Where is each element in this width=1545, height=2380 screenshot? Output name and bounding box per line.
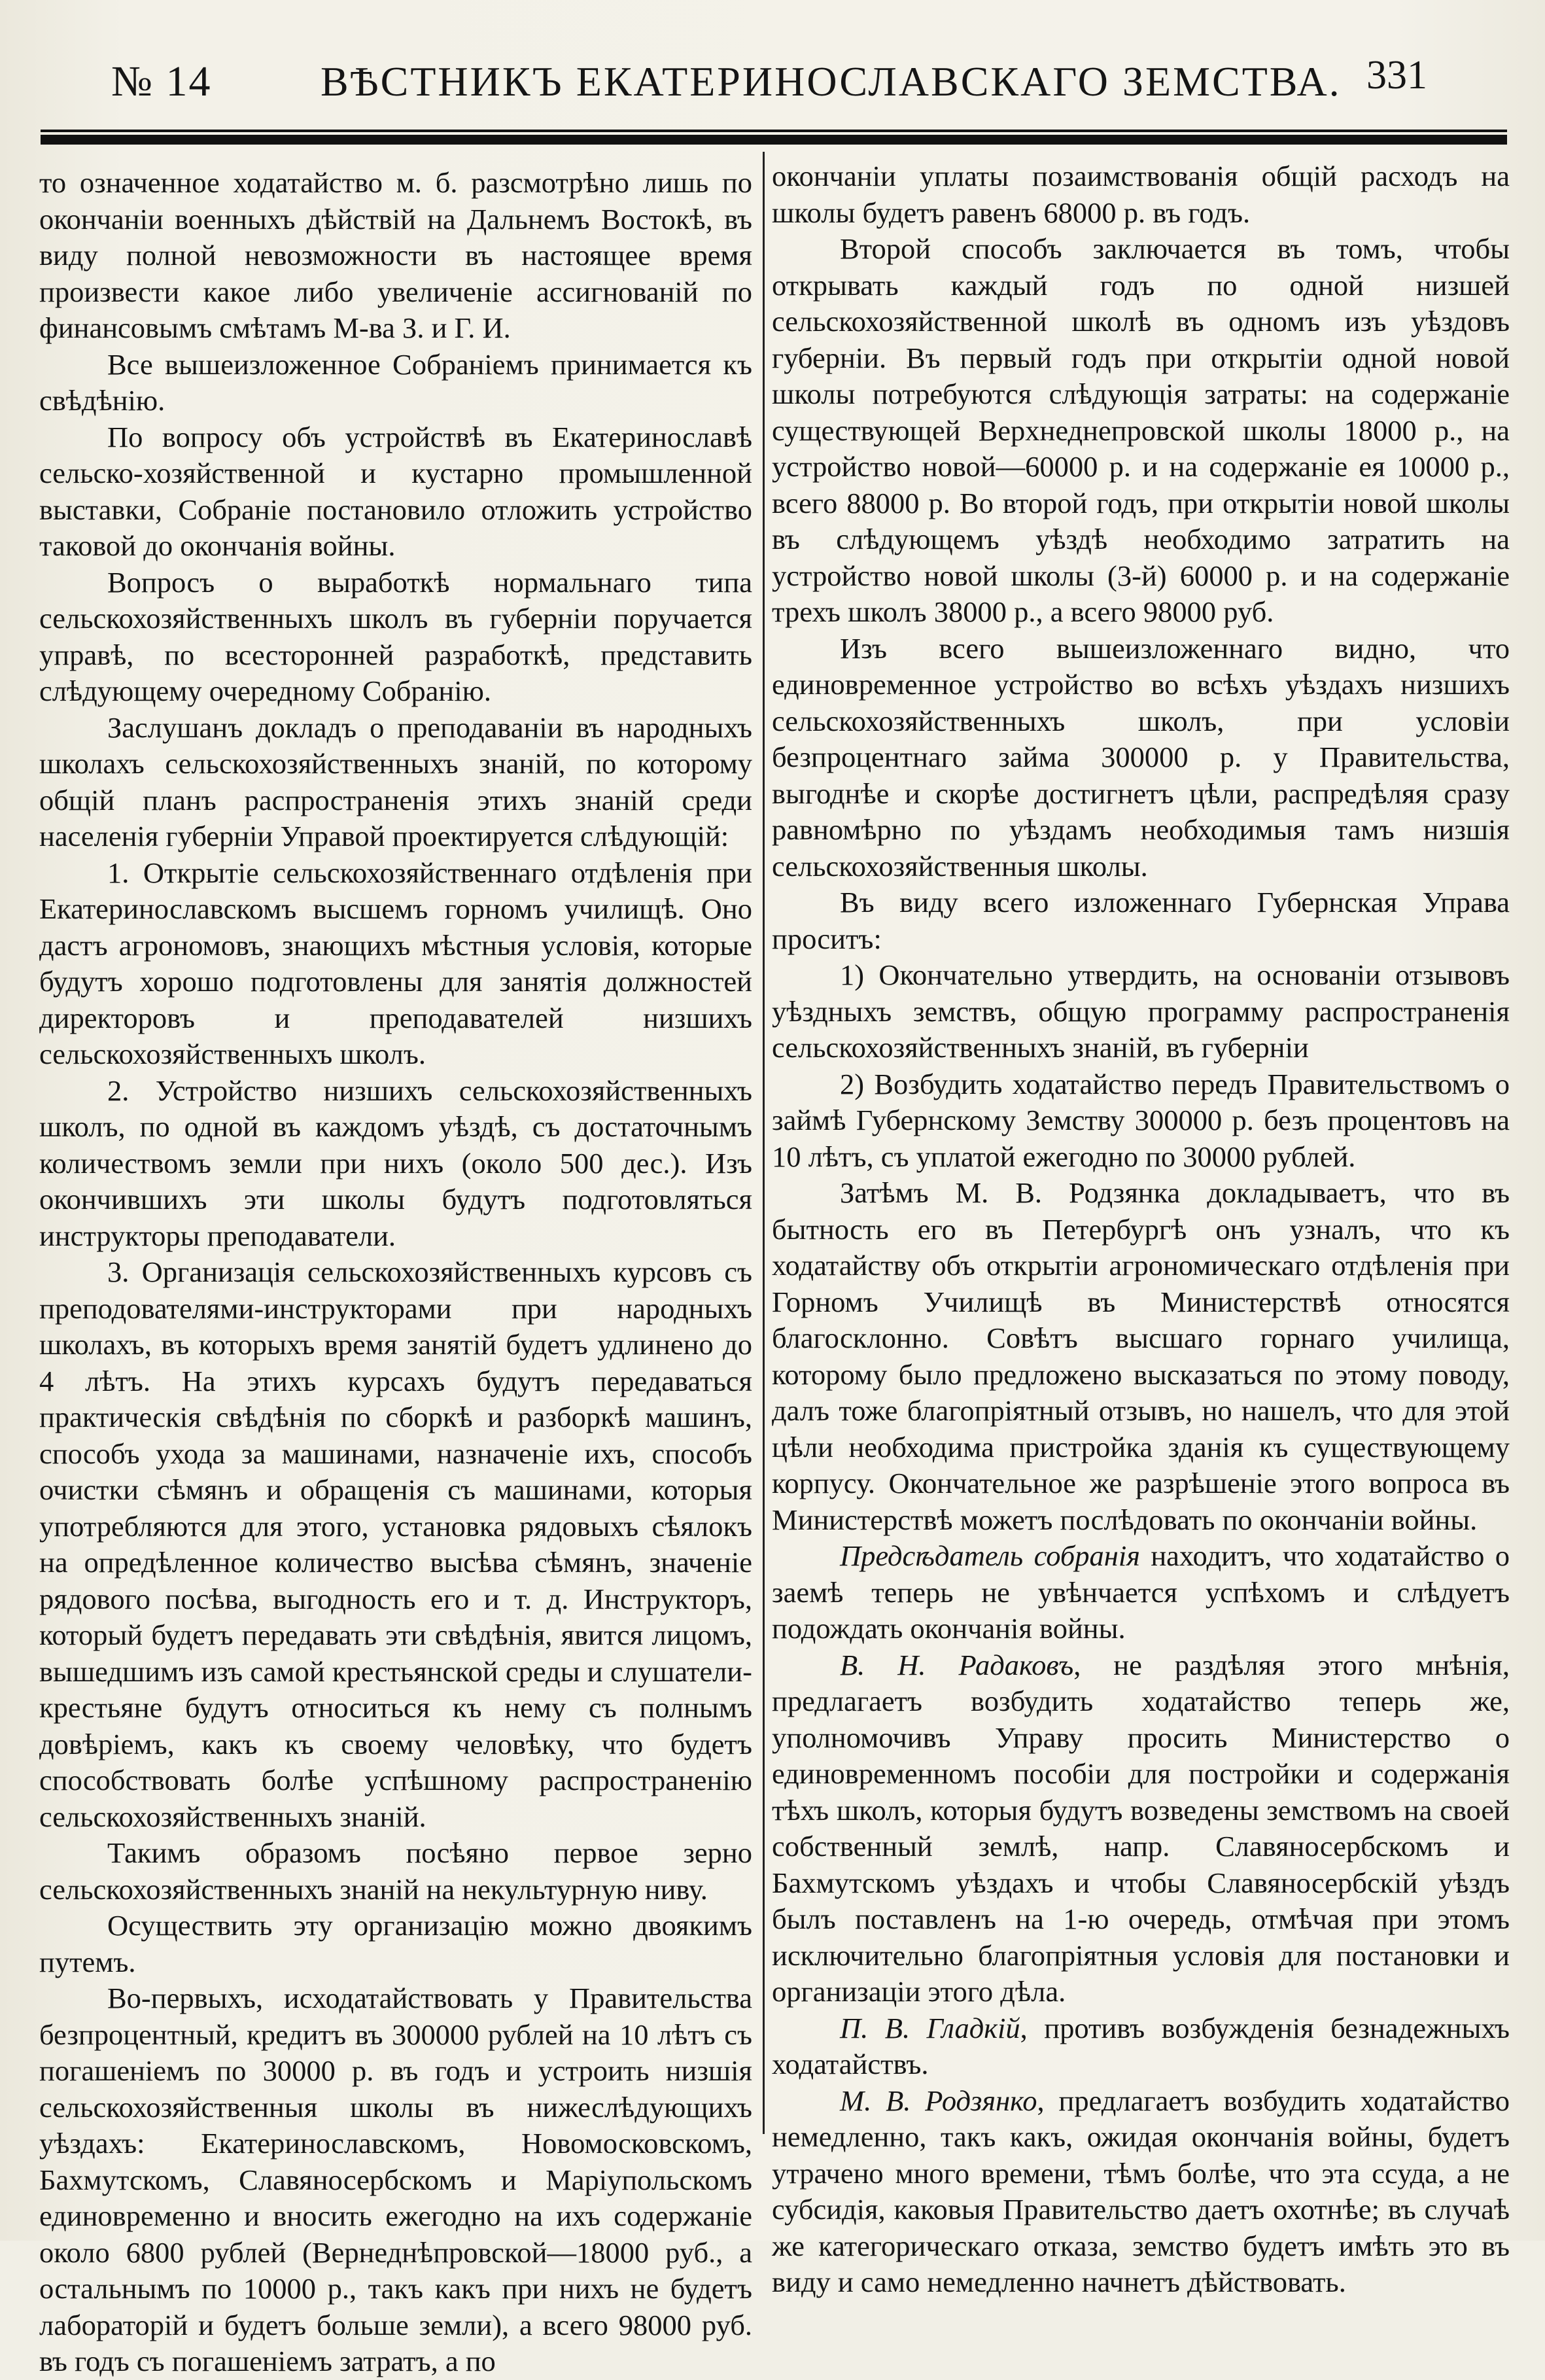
- left-paragraph-3: По вопросу объ устройствѣ въ Екатеринославѣ сельско-хозяйственной и кустарно промышленной выставки, Собраніе постановило отложить устройство таковой до окончанія войны.: [39, 420, 752, 562]
- speaker-name: Предсѣдатель собранія: [840, 1539, 1140, 1572]
- speaker-text: находитъ, что ходатайство о заемѣ теперь не увѣнчается успѣхомъ и слѣдуетъ подождать окончанія войны.: [772, 1539, 1510, 1645]
- right-paragraph-8: [772, 1538, 1510, 1647]
- header-thick-rule: [41, 135, 1507, 145]
- left-paragraph-11: Во-первыхъ, исходатайствовать у Правительства безпроцентный, кредитъ въ 300000 рублей на 10 лѣтъ съ погашеніемъ по 30000 р. въ годъ и устроить низшія сельскохозяйственныя школы въ нижеслѣдующихъ уѣздахъ: Екатеринославскомъ, Новомосковскомъ, Бахмутскомъ, Славяносербскомъ и Маріупольскомъ единовременно и вносить ежегодно на ихъ содержаніе около 6800 рублей (Вернеднѣпровской—18000 руб., а остальнымъ по 10000 р., такъ какъ при нихъ не будетъ лабораторій и будетъ больше земли), а всего 98000 руб. въ годъ съ погашеніемъ затратъ, а по: [39, 1982, 752, 2377]
- speaker-text: , противъ возбужденія безнадежныхъ ходатайствъ.: [772, 2011, 1510, 2080]
- left-column: [39, 165, 752, 2377]
- right-paragraph-7: Затѣмъ М. В. Родзянка докладываетъ, что въ бытность его въ Петербургѣ онъ узналъ, что къ ходатайству объ открытіи агрономическаго отдѣленія при Горномъ Училищѣ въ Министерствѣ относятся благосклонно. Совѣтъ высшаго горнаго училища, которому было предложено высказаться по этому поводу, далъ тоже благопріятный отзывъ, но нашелъ, что для этой цѣли необходима пристройка зданія къ существующему корпусу. Окончательное же разрѣшеніе этого вопроса въ Министерствѣ можетъ послѣдовать по окончаніи войны.: [772, 1176, 1510, 1536]
- right-paragraph-6: 2) Возбудить ходатайство передъ Правительствомъ о займѣ Губернскому Земству 300000 р. безъ процентовъ на 10 лѣтъ, съ уплатой ежегодно по 30000 рублей.: [772, 1067, 1510, 1173]
- column-divider: [763, 152, 765, 2134]
- page-number: 331: [1366, 53, 1427, 97]
- speaker-name: В. Н. Радаковъ: [840, 1648, 1074, 1681]
- journal-title: ВѢСТНИКЪ ЕКАТЕРИНОСЛАВСКАГО ЗЕМСТВА.: [321, 58, 1342, 105]
- right-paragraph-5: 1) Окончательно утвердить, на основаніи отзывовъ уѣздныхъ земствъ, общую программу распространенія сельскохозяйственныхъ знаній, въ губерніи: [772, 958, 1510, 1064]
- left-paragraph-7: 2. Устройство низшихъ сельскохозяйственныхъ школъ, по одной въ каждомъ уѣздѣ, съ достаточнымъ количествомъ земли при нихъ (около 500 дес.). Изъ окончившихъ эти школы будутъ подготовляться инструкторы преподаватели.: [39, 1074, 752, 1252]
- left-paragraph-9: Такимъ образомъ посѣяно первое зерно сельскохозяйственныхъ знаній на некультурную ниву.: [39, 1836, 752, 1906]
- right-paragraph-1: окончаніи уплаты позаимствованія общій расходъ на школы будетъ равенъ 68000 р. въ годъ.: [772, 160, 1510, 229]
- left-paragraph-4: Вопросъ о выработкѣ нормальнаго типа сельскохозяйственныхъ школъ въ губерніи поручается управѣ, по всесторонней разработкѣ, представить слѣдующему очередному Собранію.: [39, 565, 752, 707]
- issue-number: № 14: [111, 58, 212, 105]
- left-paragraph-5: Заслушанъ докладъ о преподаваніи въ народныхъ школахъ сельскохозяйственныхъ знаній, по которому общій планъ распространенія этихъ знаній среди населенія губерніи Управой проектируется слѣдующій:: [39, 710, 752, 852]
- speaker-name: М. В. Родзянко: [840, 2084, 1037, 2117]
- right-paragraph-9: [772, 1647, 1510, 2010]
- left-paragraph-1: то означенное ходатайство м. б. разсмотрѣно лишь по окончаніи военныхъ дѣйствій на Дальнемъ Востокѣ, въ виду полной невозможности въ настоящее время произвести какое либо увеличеніе ассигнованій по финансовымъ смѣтамъ М-ва З. и Г. И.: [39, 166, 752, 344]
- right-paragraph-2: Второй способъ заключается въ томъ, чтобы открывать каждый годъ по одной низшей сельскохозяйственной школѣ въ одномъ изъ уѣздовъ губерніи. Въ первый годъ при открытіи одной новой школы потребуются слѣдующія затраты: на содержаніе существующей Верхнеднепровской школы 18000 р., на устройство новой—60000 р. и на содержаніе ея 10000 р., всего 88000 р. Во второй годъ, при открытіи новой школы въ слѣдующемъ уѣздѣ необходимо затратить на устройство новой школы (3-й) 60000 р. и на содержаніе трехъ школъ 38000 р., а всего 98000 руб.: [772, 232, 1510, 628]
- right-paragraph-10: [772, 2010, 1510, 2083]
- left-paragraph-8: 3. Организація сельскохозяйственныхъ курсовъ съ преподователями-инструкторами при народныхъ школахъ, въ которыхъ время занятій будетъ удлинено до 4 лѣтъ. На этихъ курсахъ будутъ передаваться практическія свѣдѣнія по сборкѣ и разборкѣ машинъ, способъ ухода за машинами, назначеніе ихъ, способъ очистки сѣмянъ и обращенія съ машинами, которыя употребляются для этого, установка рядовыхъ сѣялокъ на опредѣленное количество высѣва сѣмянъ, значеніе рядового посѣва, выгодность его и т. д. Инструкторъ, который будетъ передавать эти свѣдѣнія, явится лицомъ, вышедшимъ изъ самой крестьянской среды и слушатели-крестьяне будутъ относиться къ нему съ полнымъ довѣріемъ, какъ къ своему человѣку, что будетъ способствовать болѣе успѣшному распространенію сельскохозяйственныхъ знаній.: [39, 1255, 752, 1833]
- right-paragraph-11: [772, 2083, 1510, 2301]
- speaker-text: , не раздѣляя этого мнѣнія, предлагаетъ возбудить ходатайство теперь же, уполномочивъ Управу просить Министерство о единовременномъ пособіи для постройки и содержанія тѣхъ школъ, которыя будутъ возведены земствомъ на своей собственный землѣ, напр. Славяносербскомъ и Бахмутскомъ уѣздахъ и чтобы Славяносербскій уѣздъ былъ поставленъ на 1-ю очередь, отмѣчая при этомъ исключительно благопріятныя условія для постановки и организаціи этого дѣла.: [772, 1648, 1510, 2008]
- left-paragraph-2: Все вышеизложенное Собраніемъ принимается къ свѣдѣнію.: [39, 347, 752, 417]
- speaker-text: , предлагаетъ возбудить ходатайство немедленно, такъ какъ, ожидая окончанія войны, будетъ утрачено много времени, тѣмъ болѣе, что эта ссуда, а не субсидія, каковыя Правительство даетъ охотнѣе; въ случаѣ же категорическаго отказа, земство будетъ имѣть это въ виду и само немедленно начнетъ дѣйствовать.: [772, 2084, 1510, 2298]
- speaker-name: П. В. Гладкій: [840, 2011, 1020, 2044]
- left-paragraph-6: 1. Открытіе сельскохозяйственнаго отдѣленія при Екатеринославскомъ высшемъ горномъ училищѣ. Оно дастъ агрономовъ, знающихъ мѣстныя условія, которые будутъ хорошо подготовлены для занятія должностей директоровъ и преподавателей низшихъ сельскохозяйственныхъ школъ.: [39, 856, 752, 1070]
- right-paragraph-3: Изъ всего вышеизложеннаго видно, что единовременное устройство во всѣхъ уѣздахъ низшихъ сельскохозяйственныхъ школъ, при условіи безпроцентнаго займа 300000 р. у Правительства, выгоднѣе и скорѣе достигнетъ цѣли, распредѣляя сразу равномѣрно по уѣздамъ необходимыя тамъ низшія сельскохозяйственныя школы.: [772, 631, 1510, 883]
- right-column: [772, 158, 1510, 2298]
- left-paragraph-10: Осуществить эту организацію можно двоякимъ путемъ.: [39, 1909, 752, 1978]
- page-header: [39, 46, 1506, 137]
- header-thin-rule: [41, 130, 1507, 132]
- right-paragraph-4: Въ виду всего изложеннаго Губернская Управа проситъ:: [772, 886, 1510, 955]
